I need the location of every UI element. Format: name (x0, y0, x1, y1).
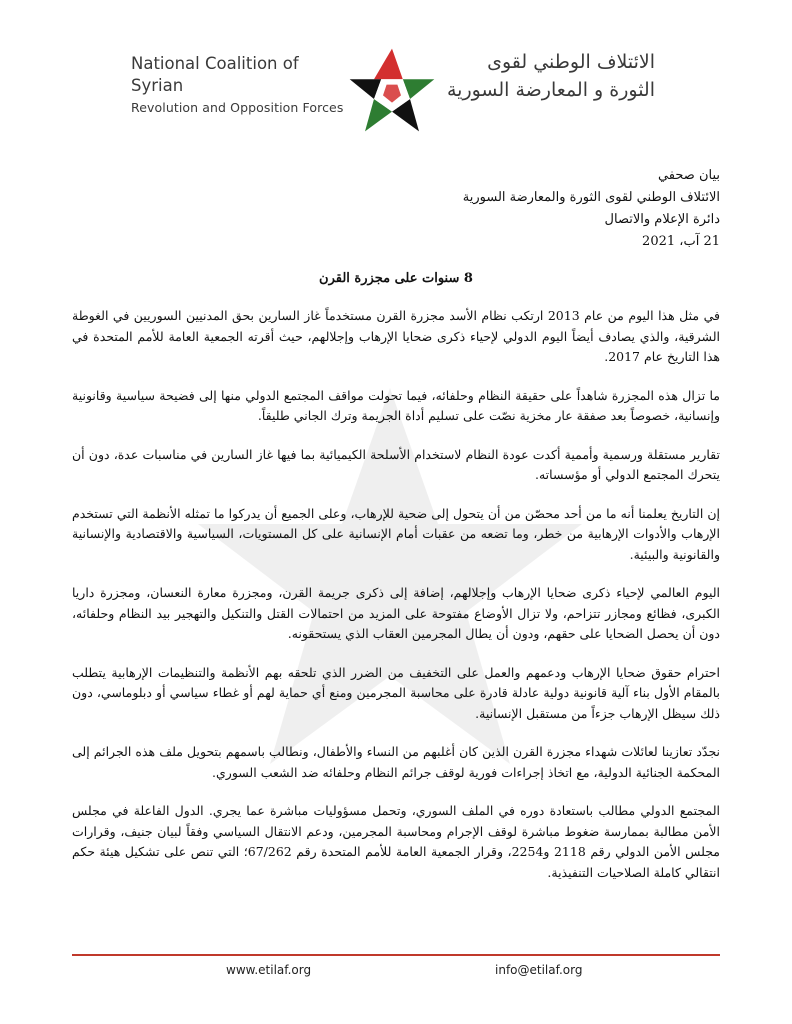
issuer: الائتلاف الوطني لقوى الثورة والمعارضة السورية (462, 190, 720, 205)
document-type: بيان صحفي (657, 168, 720, 183)
coalition-star-logo (347, 45, 437, 135)
document-title: 8 سنوات على مجزرة القرن (319, 271, 473, 286)
website-link[interactable]: www.etilaf.org (226, 963, 312, 977)
paragraph-6: احترام حقوق ضحايا الإرهاب ودعمهم والعمل على التخفيف من الضرر الذي تلحقه بهم الأنظمة والتنظيمات الإرهابية يتطلب بالمقام الأول بناء آلية قانونية دولية عادلة قادرة على محاسبة المجرمين ومنع أي حماية لهم أو غطاء سياسي أو دبلوماسي، دون ذلك سيظل الإرهاب جزءاً من مستقبل الإنسانية. (72, 664, 720, 721)
org-name-en-line2: Revolution and Opposition Forces (131, 100, 344, 115)
footer-rule (72, 954, 720, 956)
paragraph-3: تقارير مستقلة ورسمية وأممية أكدت عودة النظام لاستخدام الأسلحة الكيميائية بما فيها غاز السارين في مناسبات عدة، دون أن يتحرك المجتمع الدولي أو مؤسساته. (72, 446, 720, 482)
paragraph-2: ما تزال هذه المجزرة شاهداً على حقيقة النظام وحلفائه، فيما تحولت مواقف المجتمع الدولي منها إلى فضيحة سياسية وقانونية وإنسانية، خصوصاً بعد صفقة عار مخزية نصّت على تسليم أداة الجريمة وترك الجاني طليقاً. (72, 387, 720, 423)
org-name-ar-line1: الائتلاف الوطني لقوى (487, 51, 655, 73)
org-name-english (131, 53, 346, 119)
paragraph-8: المجتمع الدولي مطالب باستعادة دوره في الملف السوري، وتحمل مسؤوليات مباشرة عما يجري. الدول الفاعلة في مجلس الأمن مطالبة بممارسة ضغوط مباشرة لوقف الإجرام ومحاسبة المجرمين، ودعم الانتقال السياسي وفقاً لبيان جنيف، وقرارات مجلس الأمن الدولي رقم 2118 و2254، وقرار الجمعية العامة للأمم المتحدة رقم 67/262؛ التي تنص على تشكيل هيئة حكم انتقالي كاملة الصلاحيات التنفيذية. (72, 803, 721, 880)
department: دائرة الإعلام والاتصال (604, 212, 720, 227)
org-name-en-line1: National Coalition of Syrian (131, 54, 299, 95)
org-name-arabic (440, 48, 655, 104)
press-release-body (72, 165, 720, 901)
release-date: 21 آب، 2021 (642, 234, 720, 249)
paragraph-7: نجدّد تعازينا لعائلات شهداء مجزرة القرن الذين كان أغلبهم من النساء والأطفال، ونطالب باسمهم بتحويل ملف هذه الجرائم إلى المحكمة الجنائية الدولية، مع اتخاذ إجراءات فورية لوقف جرائم النظام وحلفائه ضد الشعب السوري. (72, 744, 720, 780)
org-name-ar-line2: الثورة و المعارضة السورية (446, 79, 655, 101)
email-link[interactable]: info@etilaf.org (495, 963, 583, 977)
paragraph-4: إن التاريخ يعلمنا أنه ما من أحد محصّن من أن يتحول إلى ضحية للإرهاب، وعلى الجميع أن يدركوا ما تمثله الأنظمة التي تستخدم الإرهاب والأدوات الإرهابية من خطر، وما تضعه من عقبات أمام الإنسانية على كل المستويات، السياسية والاقتصادية والإنسانية والقانونية والبيئية. (72, 505, 720, 562)
paragraph-1: في مثل هذا اليوم من عام 2013 ارتكب نظام الأسد مجزرة القرن مستخدماً غاز السارين بحق المدنيين السوريين في الغوطة الشرقية، والذي يصادف أيضاً اليوم الدولي لإحياء ذكرى ضحايا الإرهاب وإجلالهم، حيث أقرته الجمعية العامة للأمم المتحدة في هذا التاريخ عام 2017. (72, 308, 720, 364)
paragraph-5: اليوم العالمي لإحياء ذكرى ضحايا الإرهاب وإجلالهم، إضافة إلى ذكرى جريمة القرن، ومجزرة معارة النعسان، ومجزرة داريا الكبرى، فظائع ومجازر تتزاحم، ولا تزال الأوضاع مفتوحة على المزيد من احتمالات القتل والتنكيل والتهجير بيد النظام وحلفائه، دون أن يحصل الضحايا على حقهم، ودون أن يطال المجرمين العقاب الذي يستحقونه. (72, 585, 720, 641)
